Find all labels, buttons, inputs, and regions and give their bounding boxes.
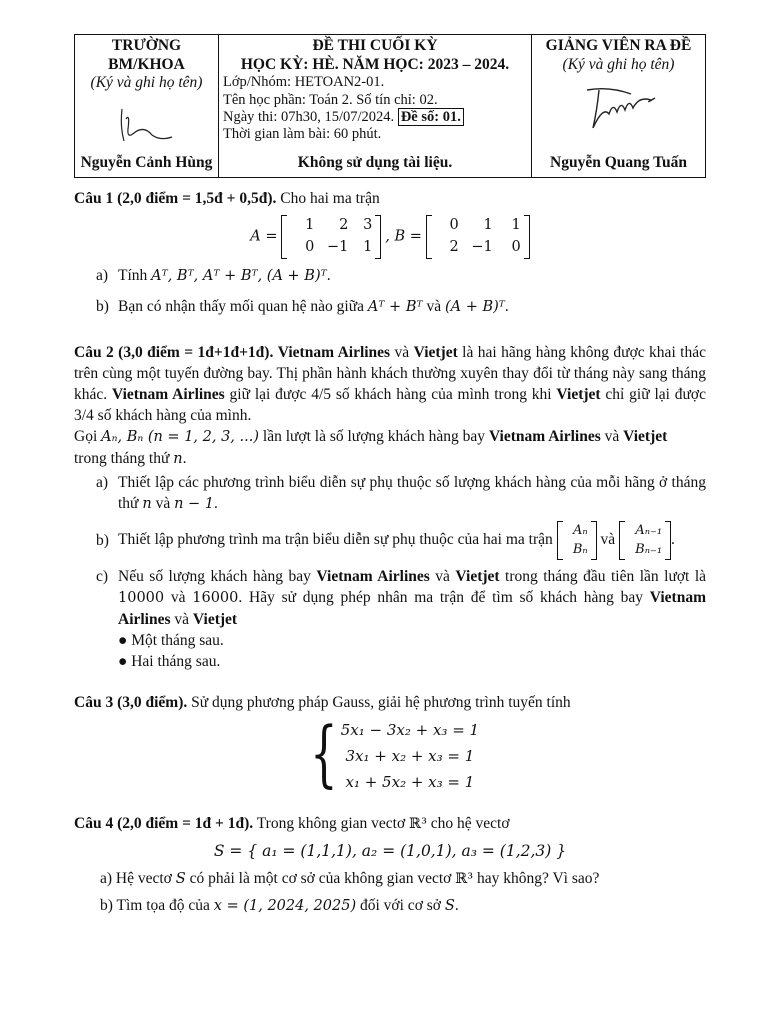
q3-system [74,710,706,795]
q2-b-and: và [596,530,620,548]
q2-heading: Câu 2 (3,0 điểm = 1đ+1đ+1đ). [74,343,274,361]
exam-page [74,34,706,917]
airline-vietnam-airlines: Vietnam Airlines [111,386,225,404]
q4-intro: Trong không gian vectơ [253,814,410,832]
airline-vietnam-airlines: Vietnam Airlines [316,567,430,585]
q4-part-b [100,895,706,917]
exam-date-line [223,109,527,126]
equation-1: 5x₁ − 3x₂ + x₃ = 1 [340,720,480,739]
question-2 [74,342,706,672]
q2-a-label: a) [96,473,109,491]
exam-date: Ngày thi: 07h30, 15/07/2024. [223,108,395,125]
q1-a-label: a) [96,266,109,284]
matrix-a-cell: 0 [305,238,315,255]
matrix-b [426,215,530,258]
q2-a-and: và [151,494,175,512]
vector-bn1: Bₙ₋₁ [635,542,663,558]
matrix-b-cell: 1 [483,217,493,234]
matrix-b-label: , B = [385,228,422,245]
q2-p2-d: trong tháng thứ [74,449,174,467]
q2-p2-e: . [182,449,187,467]
vector-bn: Bₙ [572,542,588,558]
q2-a-text: Thiết lập các phương trình biểu diễn sự phụ thuộc số lượng khách hàng của mỗi hãng ở tháng thứ [118,473,706,512]
semester-title: HỌC KỲ: HÈ. NĂM HỌC: 2023 – 2024. [240,55,510,73]
system-brace: { [310,710,338,795]
sign-note-right: (Ký và ghi họ tên) [562,55,675,73]
q2-part-c [96,566,706,630]
matrix-a-cell: 1 [305,217,315,234]
question-1 [74,188,706,318]
airline-vietnam-airlines: Vietnam Airlines [118,588,706,628]
matrix-b-cell: 2 [449,238,459,255]
q4-b-S: S [444,898,455,915]
question-4 [74,813,706,917]
q2-paragraph-1 [74,342,706,426]
q1-part-a [96,265,706,287]
matrix-a-cell: 1 [363,238,373,255]
exam-duration: Thời gian làm bài: 60 phút. [223,126,382,143]
q2-part-a [96,472,706,515]
q2-c-text6: và [170,610,193,628]
equation-2: 3x₁ + x₂ + x₃ = 1 [345,746,475,765]
matrix-b-cell: 0 [511,238,521,255]
matrix-b-cell: 0 [449,217,459,234]
question-3 [74,692,706,795]
q2-part-b [96,521,706,560]
q2-c-label: c) [96,567,109,585]
q2-c-text3: trong tháng đầu tiên lần lượt là [499,567,707,585]
q3-heading: Câu 3 (3,0 điểm). [74,693,188,711]
q4-b-text: b) Tìm tọa độ của [100,897,214,915]
equation-3: x₁ + 5x₂ + x₃ = 1 [345,772,475,791]
header-left-cell [75,35,219,178]
q1-intro-line [74,188,706,209]
department-title: BM/KHOA [108,55,185,73]
q4-b-end: . [454,897,459,915]
materials-note: Không sử dụng tài liệu. [297,153,453,171]
airline-vietjet: Vietjet [623,428,668,446]
q1-intro: Cho hai ma trận [276,190,380,207]
q2-b-label: b) [96,531,109,549]
q1-a-math: Aᵀ, Bᵀ, Aᵀ + Bᵀ, (A + B)ᵀ [151,267,327,284]
q2-text-c: là hai hãng hàng không được khai thác trên cùng một tuyến đường bay. Thị phần hành khách thường xuyên thay đổi từ tháng này sang tháng khác. [74,343,706,404]
q2-p2-n: n [173,450,183,467]
header-middle-cell [219,35,532,178]
q2-c-text4: và [164,588,193,606]
q4-a-text3: hay không? Vì sao? [473,869,600,887]
q1-b-math2: (A + B)ᵀ [444,299,505,316]
q4-a-S: S [175,870,186,887]
q2-p2-b: lần lượt là số lượng khách hàng bay [259,428,489,446]
signature-right [559,76,679,134]
q3-intro: Sử dụng phương pháp Gauss, giải hệ phương trình tuyến tính [187,693,571,711]
q2-b-end: . [671,530,675,548]
q4-space: ℝ³ [409,815,427,832]
signature-left [92,99,202,147]
exam-title: ĐỀ THI CUỐI KỲ [312,37,438,54]
lecturer-name: Nguyễn Quang Tuấn [550,153,687,171]
q2-and: và [390,343,414,361]
class-group: Lớp/Nhóm: HETOAN2-01. [223,74,385,91]
q2-text-e: chỉ giữ lại được 3/4 số khách hàng của mình. [74,386,706,425]
q4-a-space: ℝ³ [455,870,474,887]
q4-heading: Câu 4 (2,0 điểm = 1đ + 1đ). [74,814,254,832]
airline-vietnam-airlines: Vietnam Airlines [277,343,391,361]
school-title: TRƯỜNG [111,37,182,54]
matrix-a-cell: 3 [363,217,373,234]
q2-text-d: giữ lại được 4/5 số khách hàng của mình trong khi [224,386,557,404]
airline-vietjet: Vietjet [192,610,238,628]
q2-c-text2: và [429,567,456,585]
head-of-department-name: Nguyễn Cảnh Hùng [80,153,213,171]
sign-note-left: (Ký và ghi họ tên) [90,74,203,92]
airline-vietnam-airlines: Vietnam Airlines [488,428,601,446]
lecturer-title: GIẢNG VIÊN RA ĐỀ [545,37,692,54]
q1-b-text: Bạn có nhận thấy mối quan hệ nào giữa [118,298,368,316]
q2-c-n2: 16000 [192,589,239,606]
q2-b-text: Thiết lập phương trình ma trận biểu diễn sự phụ thuộc của hai ma trận [118,530,557,548]
course-info: Tên học phần: Toán 2. Số tín chỉ: 02. [223,91,438,108]
matrix-a-cell: 2 [339,217,349,234]
matrix-a [281,215,381,258]
q2-p2-math: Aₙ, Bₙ (n = 1, 2, 3, ...) [101,429,260,446]
vector-an-bn [557,521,597,560]
q4-part-a [100,868,706,890]
matrix-b-cell: 1 [511,217,521,234]
matrix-a-label: A = [250,228,278,245]
q4-b-x: x = (1, 2024, 2025) [213,898,357,915]
q1-b-label: b) [96,298,109,316]
airline-vietjet: Vietjet [455,567,500,585]
q4-b-text2: đối với cơ sở [356,897,445,915]
vector-an: Aₙ [572,522,588,538]
exam-number: Đề số: 01. [398,108,464,126]
q4-intro2: cho hệ vectơ [426,814,510,832]
q1-heading: Câu 1 (2,0 điểm = 1,5đ + 0,5đ). [74,190,277,207]
vector-an1: Aₙ₋₁ [635,522,663,538]
q2-c-text1: Nếu số lượng khách hàng bay [118,567,317,585]
q2-paragraph-2 [74,426,706,469]
matrix-b-cell: −1 [471,238,493,255]
q4-a-text: a) Hệ vectơ [100,869,176,887]
q2-bullet-1: ● Một tháng sau. [118,631,224,649]
q4-set-definition: S = { a₁ = (1,1,1), a₂ = (1,0,1), a₃ = (1,2,3) } [213,841,567,860]
q1-b-math1: Aᵀ + Bᵀ [367,299,423,316]
q4-a-text2: có phải là một cơ sở của không gian vectơ [185,869,456,887]
matrix-a-cell: −1 [326,238,349,255]
header-right-cell [532,35,706,178]
q2-a-n: n [142,495,152,512]
q2-c-text5: . Hãy sử dụng phép nhân ma trận để tìm số khách hàng bay [238,588,650,606]
q2-a-n1: n − 1 [174,495,215,512]
q2-bullet-2: ● Hai tháng sau. [118,652,221,670]
q1-b-end: . [504,298,509,316]
q1-a-text: Tính [118,266,152,284]
q1-b-mid: và [422,298,445,316]
q2-a-end: . [214,494,218,512]
airline-vietjet: Vietjet [413,343,458,361]
q1-part-b [96,296,706,318]
airline-vietjet: Vietjet [556,386,601,404]
q2-c-n1: 10000 [118,589,165,606]
vector-an1-bn1 [619,521,671,560]
exam-header-table [74,34,706,178]
q1-matrices [74,215,706,258]
q1-a-end: . [326,266,331,284]
q2-p2-a: Gọi [74,428,102,446]
q2-p2-c: và [600,428,624,446]
